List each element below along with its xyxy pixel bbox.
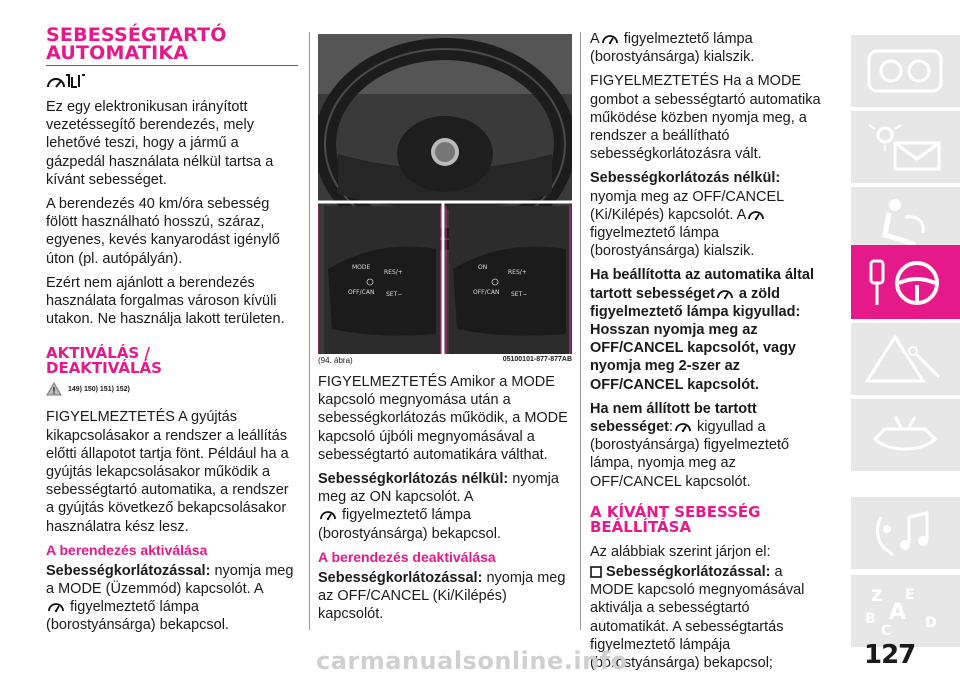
cruise-lamp-icon	[318, 507, 338, 521]
column-divider	[580, 32, 581, 630]
speed-limit-step-text: a MODE kapcsoló megnyomásával aktiválja a sebességtartó automatikát. A sebességtartás figyelmeztető lámpája (borostyánsárga) bekapcsol;	[590, 564, 805, 672]
column-1	[46, 26, 298, 641]
sidebar-tab-warning-lights[interactable]	[851, 111, 960, 183]
figure-label: (94. ábra)	[318, 356, 353, 365]
column-2	[318, 34, 572, 629]
no-limit-off-paragraph	[590, 169, 830, 260]
activation-bold: Sebességkorlátozással:	[46, 562, 211, 579]
mode-switch-note: FIGYELMEZTETÉS Ha a MODE gombot a sebességtartó automatika működése közben nyomja meg, a rendszer a beállítható sebességkorlátozásra vált.	[590, 73, 821, 163]
lamp-off-paragraph	[590, 30, 830, 66]
dashboard-icon	[865, 45, 945, 97]
index-icon	[865, 585, 945, 637]
speed-limit-step-bold: Sebességkorlátozással:	[606, 564, 771, 581]
activation-text: nyomja meg a MODE (Üzemmód) kapcsolót. A	[46, 562, 294, 598]
deactivation-text: nyomja meg az OFF/CANCEL (Ki/Kilépés) kapcsolót.	[318, 569, 566, 623]
no-speed-set-text: kigyullad a (borostyánsárga) figyelmeztető lámpa, nyomja meg az OFF/CANCEL kapcsolót.	[590, 419, 790, 490]
activation-text-2: figyelmeztető lámpa (borostyánsárga) bekapcsol.	[46, 599, 229, 634]
sidebar-tab-driving[interactable]	[851, 245, 960, 319]
section-title-activation	[46, 346, 298, 376]
lamp-off-b: figyelmeztető lámpa (borostyánsárga) kialszik.	[590, 31, 755, 66]
cruise-lamp-icon	[746, 207, 766, 221]
airbag-seat-icon	[865, 197, 945, 249]
no-limit-text-2: figyelmeztető lámpa (borostyánsárga) bekapcsol.	[318, 507, 501, 542]
no-limit-text: nyomja meg az ON kapcsolót. A	[318, 471, 559, 506]
intro-paragraph: Ez egy elektronikusan irányított vezetéssegítő berendezés, mely lehetővé teszi, hogy a jármű a gázpedál használata nélkül tartsa a kívánt sebességet.	[46, 99, 274, 188]
cruise-lamp-icon	[46, 599, 66, 613]
cruise-lamp-icon	[600, 31, 620, 45]
green-lamp-paragraph	[590, 266, 830, 393]
svg-text:D: D	[925, 615, 937, 631]
warning-refs-text: 149) 150) 151) 152)	[68, 385, 130, 393]
mode-note: FIGYELMEZTETÉS Amikor a MODE kapcsoló megnyomása után a sebességkorlátozás működik, a MODE kapcsoló újbóli megnyomásával a sebességtartó automatikára válthat.	[318, 374, 568, 463]
svg-text:OFF/CAN: OFF/CAN	[473, 289, 500, 296]
subheading-activation: A berendezés aktiválása	[46, 541, 208, 558]
subheading-deactivation: A berendezés deaktiválása	[318, 548, 496, 565]
no-limit-off-text: nyomja meg az OFF/CANCEL (Ki/Kilépés) kapcsolót. A	[590, 188, 784, 223]
checkbox-bullet-icon	[590, 565, 602, 578]
figure-code: 05100101-877-877AB	[502, 356, 572, 363]
section-title-speed-setting	[590, 502, 830, 536]
svg-text:ON: ON	[478, 264, 488, 271]
deactivation-bold: Sebességkorlátozással:	[318, 569, 483, 586]
ignition-note: FIGYELMEZTETÉS A gyújtás kikapcsolásakor a rendszer a leállítás előtti állapotot tartja fönt. Például ha a gyújtás lekapcsolásakor működik a sebességtartó automatika, a rendszer a gyújtás következő bekapcsolásakor használatra kész lesz.	[46, 409, 289, 535]
no-limit-off-text-2: figyelmeztető lámpa (borostyánsárga) kialszik.	[590, 225, 755, 260]
usage-paragraph: A berendezés 40 km/óra sebesség fölött használható hosszú, száraz, egyenes, kevés kanyarodást igénylő úton (pl. autópályán).	[46, 196, 280, 267]
page-number: 127	[864, 640, 916, 670]
svg-text:Z: Z	[871, 586, 883, 605]
svg-text:C: C	[881, 623, 892, 637]
section-title-line2: DEAKTIVÁLÁS	[46, 359, 162, 378]
page-title-line1: SEBESSÉGTARTÓ	[46, 24, 227, 46]
section-title-line1: AKTIVÁLÁS /	[46, 344, 150, 363]
steering-wheel-photo	[318, 34, 572, 354]
activation-paragraph	[46, 562, 298, 635]
warning-triangle-icon	[46, 382, 62, 396]
no-limit-off-bold: Sebességkorlátozás nélkül:	[590, 170, 781, 187]
maintenance-icon	[865, 409, 945, 461]
green-lamp-b: a zöld figyelmeztető lámpa kigyullad: Hosszan nyomja meg az OFF/CANCEL kapcsolót, vagy nyomja meg 2-szer az OFF/CANCEL kapcsolót.	[590, 285, 801, 393]
sidebar-tab-dashboard[interactable]	[851, 35, 960, 107]
cruise-control-symbol-icon	[46, 70, 298, 92]
sidebar-tab-multimedia[interactable]	[851, 497, 960, 569]
no-speed-set-paragraph	[590, 400, 830, 491]
svg-text:SET−: SET−	[511, 291, 528, 298]
page-title-line2: AUTOMATIKA	[46, 42, 189, 64]
column-divider	[309, 32, 310, 630]
sidebar-tab-maintenance[interactable]	[851, 399, 960, 471]
multimedia-icon	[865, 507, 945, 559]
procedure-intro: Az alábbiak szerint járjon el:	[590, 543, 771, 560]
restriction-paragraph: Ezért nem ajánlott a berendezés használata forgalmas városon kívüli utakon. Ne használja lakott területen.	[46, 274, 285, 328]
key-steering-wheel-icon	[865, 255, 945, 311]
section-title-line2: BEÁLLÍTÁSA	[590, 517, 692, 536]
title-rule	[46, 65, 298, 66]
warning-lights-icon	[865, 121, 945, 173]
cruise-lamp-icon	[673, 419, 693, 433]
cruise-lamp-icon	[715, 286, 735, 300]
svg-text:B: B	[865, 611, 876, 627]
svg-text:A: A	[889, 600, 907, 625]
svg-text:SET−: SET−	[386, 291, 403, 298]
sidebar-tab-index[interactable]	[851, 575, 960, 647]
no-speed-set-colon: :	[669, 419, 674, 436]
warning-references	[46, 382, 298, 396]
no-limit-paragraph	[318, 470, 572, 543]
svg-text:MODE: MODE	[352, 264, 371, 271]
svg-text:RES/+: RES/+	[508, 269, 527, 276]
figure-caption	[318, 356, 572, 365]
column-3	[590, 30, 830, 678]
page-title	[46, 26, 298, 62]
svg-text:E: E	[905, 587, 915, 603]
deactivation-paragraph	[318, 569, 572, 624]
no-limit-bold: Sebességkorlátozás nélkül:	[318, 471, 509, 488]
svg-text:OFF/CAN: OFF/CAN	[348, 289, 375, 296]
watermark: carmanualsonline.info	[316, 647, 628, 675]
section-title-line1: A KÍVÁNT SEBESSÉG	[590, 502, 761, 521]
no-speed-set-bold: Ha nem állított be tartott sebességet	[590, 400, 757, 436]
svg-text:RES/+: RES/+	[384, 269, 403, 276]
lamp-off-a: A	[590, 31, 600, 47]
breakdown-triangle-icon	[865, 333, 945, 385]
green-lamp-a: Ha beállította az automatika által tartott sebességet	[590, 267, 815, 302]
sidebar-tab-emergency[interactable]	[851, 323, 960, 395]
